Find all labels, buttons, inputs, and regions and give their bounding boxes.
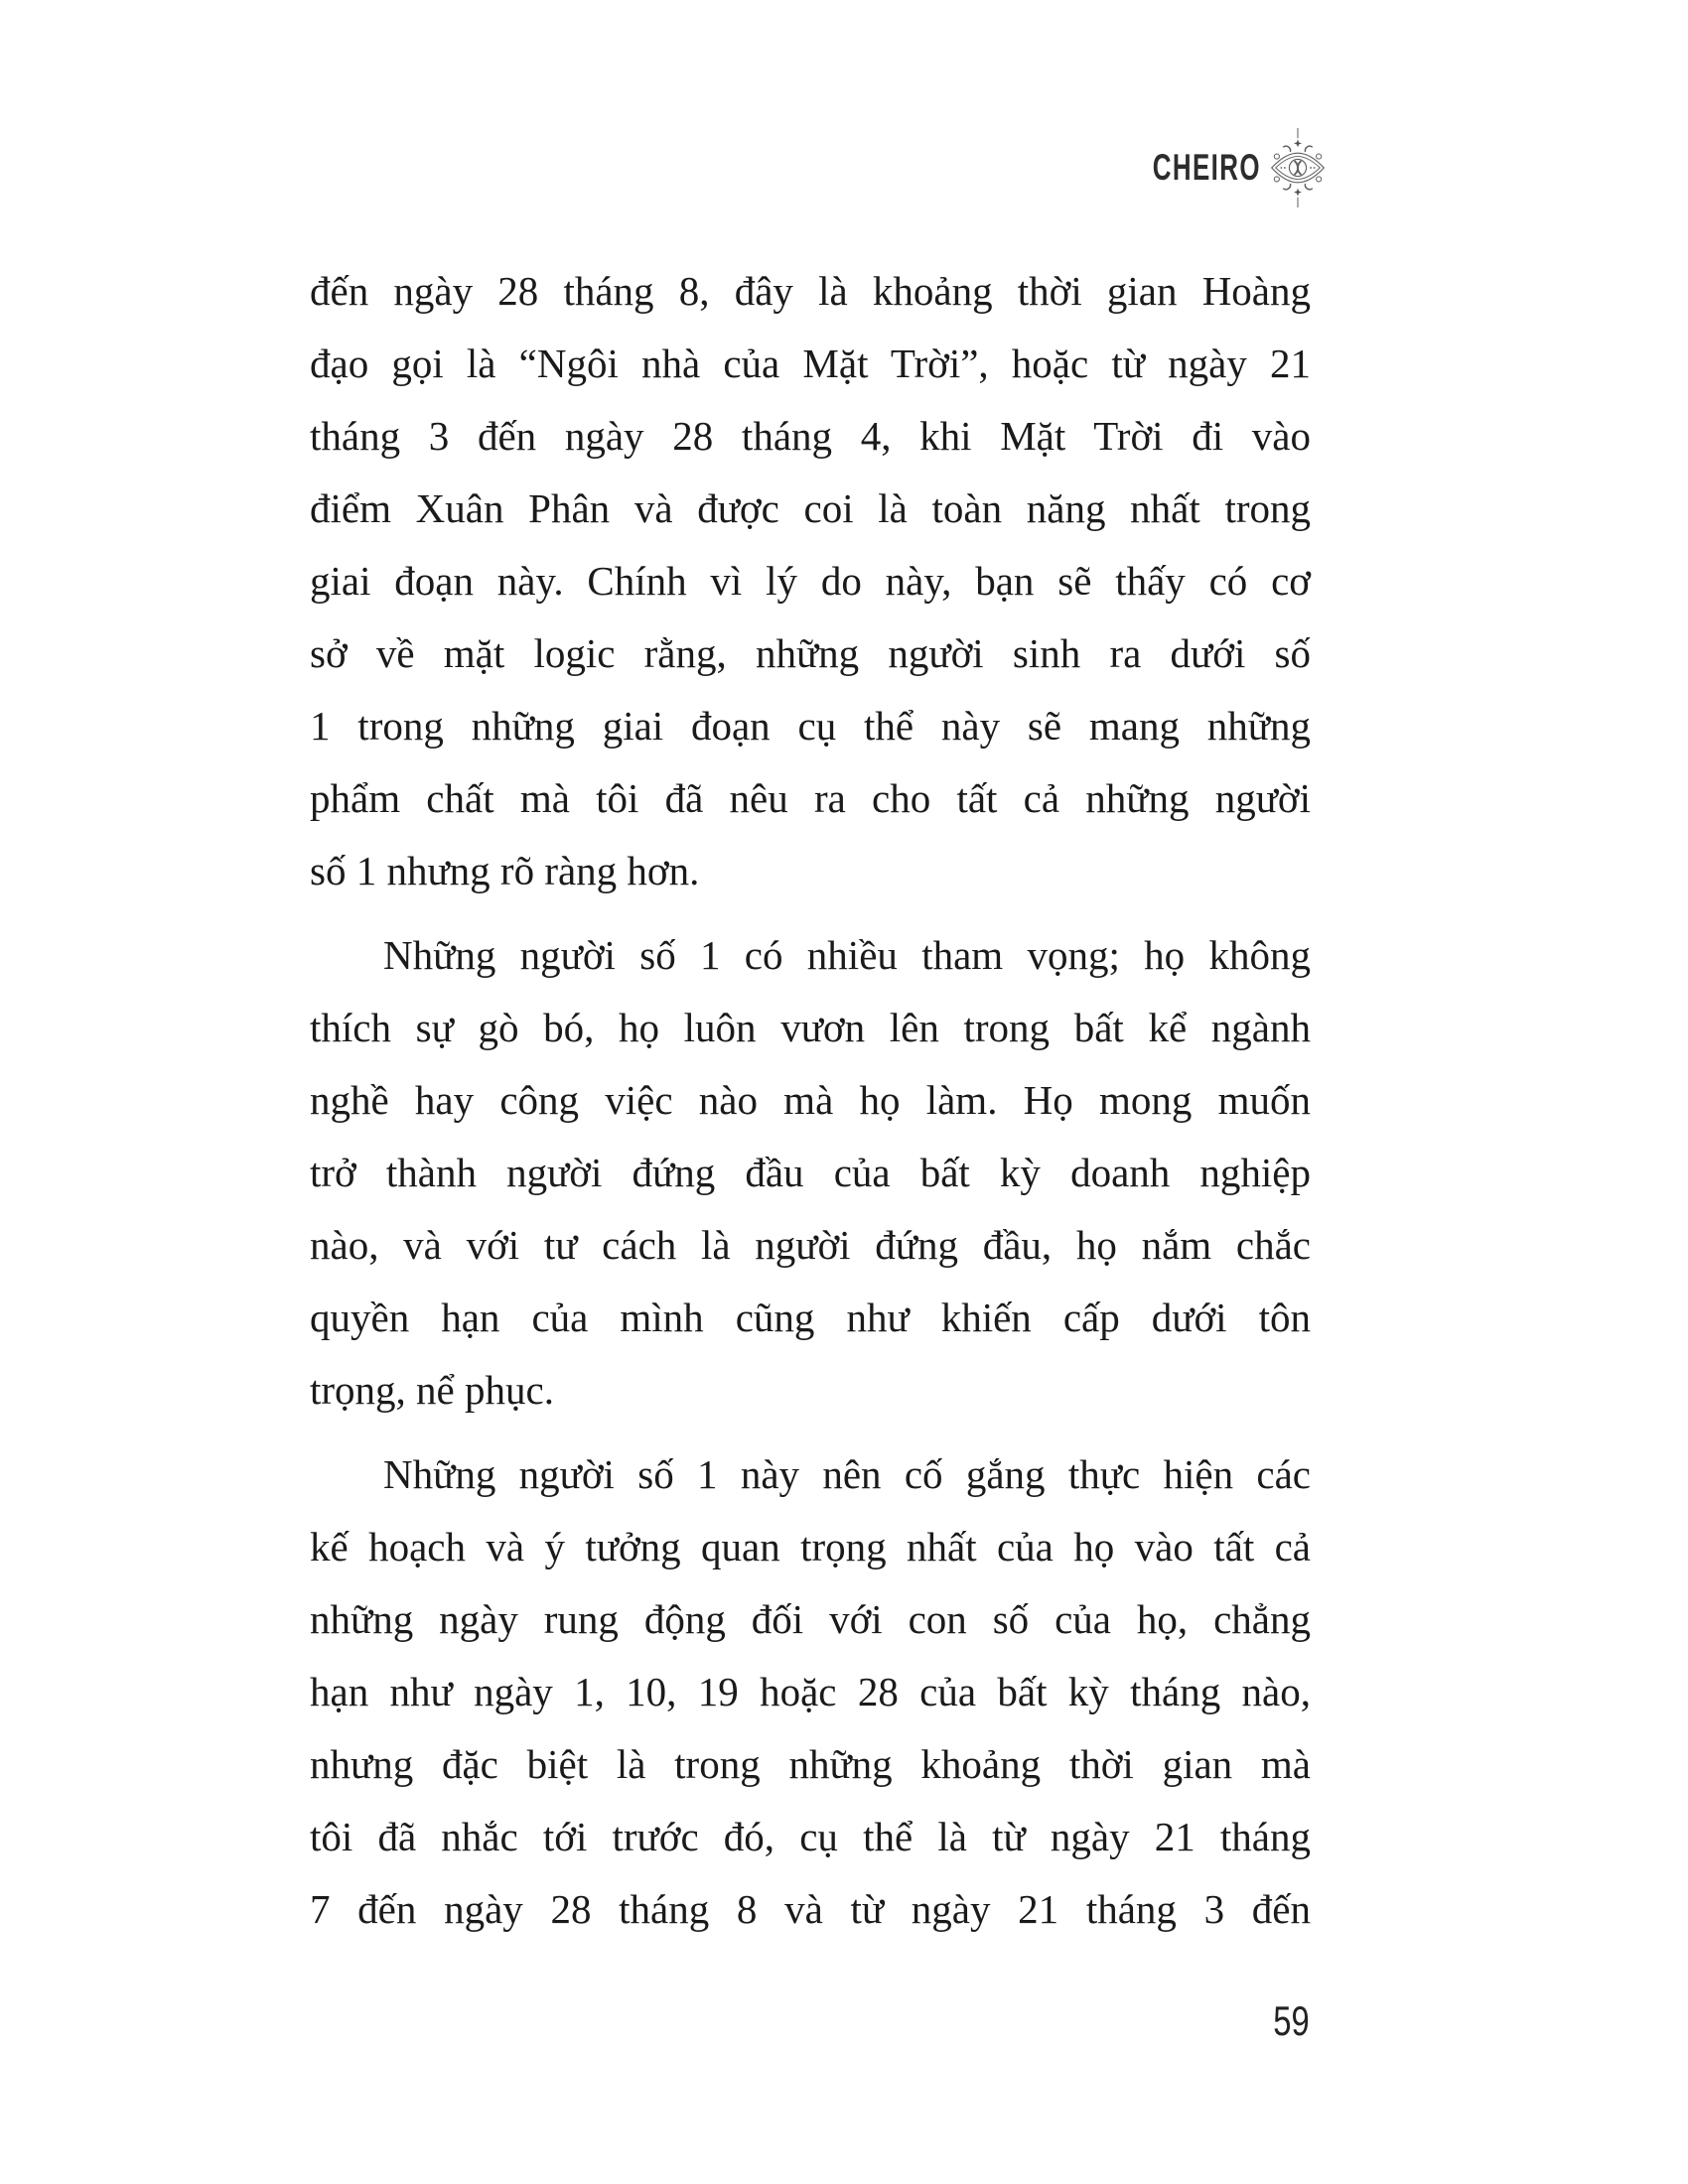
paragraph: [310, 919, 1311, 1427]
mystic-eye-icon: [1269, 128, 1327, 207]
body-text: [310, 255, 1311, 1946]
text-line: 1 trong những giai đoạn cụ thể này sẽ mang những: [310, 703, 1311, 749]
text-line: sở về mặt logic rằng, những người sinh ra dưới số: [310, 630, 1311, 676]
text-line: đạo gọi là “Ngôi nhà của Mặt Trời”, hoặc từ ngày 21: [310, 341, 1311, 386]
text-line: điểm Xuân Phân và được coi là toàn năng nhất trong: [310, 485, 1311, 531]
page-header: [1106, 127, 1327, 208]
text-line: số 1 nhưng rõ ràng hơn.: [310, 848, 700, 893]
text-line: giai đoạn này. Chính vì lý do này, bạn sẽ thấy có cơ: [310, 558, 1311, 604]
text-line: thích sự gò bó, họ luôn vươn lên trong bất kể ngành: [310, 1005, 1311, 1050]
text-line: tháng 3 đến ngày 28 tháng 4, khi Mặt Trời đi vào: [310, 413, 1311, 459]
text-line: hạn như ngày 1, 10, 19 hoặc 28 của bất kỳ tháng nào,: [310, 1669, 1311, 1714]
paragraph: [310, 255, 1311, 907]
text-line: những ngày rung động đối với con số của họ, chẳng: [310, 1596, 1311, 1642]
text-line: nhưng đặc biệt là trong những khoảng thời gian mà: [310, 1741, 1311, 1787]
text-line: quyền hạn của mình cũng như khiến cấp dưới tôn: [310, 1295, 1311, 1340]
text-line: 7 đến ngày 28 tháng 8 và từ ngày 21 tháng 3 đến: [310, 1886, 1311, 1932]
text-line: trở thành người đứng đầu của bất kỳ doanh nghiệp: [310, 1150, 1311, 1195]
paragraph: [310, 1438, 1311, 1946]
text-line: tôi đã nhắc tới trước đó, cụ thể là từ ngày 21 tháng: [310, 1814, 1311, 1859]
text-line: trọng, nể phục.: [310, 1367, 554, 1413]
text-line: Những người số 1 có nhiều tham vọng; họ không: [383, 932, 1311, 978]
text-line: Những người số 1 này nên cố gắng thực hiện các: [383, 1451, 1311, 1497]
brand-title: CHEIRO: [1152, 147, 1261, 188]
text-line: đến ngày 28 tháng 8, đây là khoảng thời gian Hoàng: [310, 268, 1311, 314]
page-number: 59: [1273, 1997, 1310, 2044]
text-line: phẩm chất mà tôi đã nêu ra cho tất cả những người: [310, 775, 1311, 821]
text-line: nghề hay công việc nào mà họ làm. Họ mong muốn: [310, 1077, 1311, 1123]
text-line: nào, và với tư cách là người đứng đầu, họ nắm chắc: [310, 1222, 1311, 1268]
text-line: kế hoạch và ý tưởng quan trọng nhất của họ vào tất cả: [310, 1524, 1311, 1570]
